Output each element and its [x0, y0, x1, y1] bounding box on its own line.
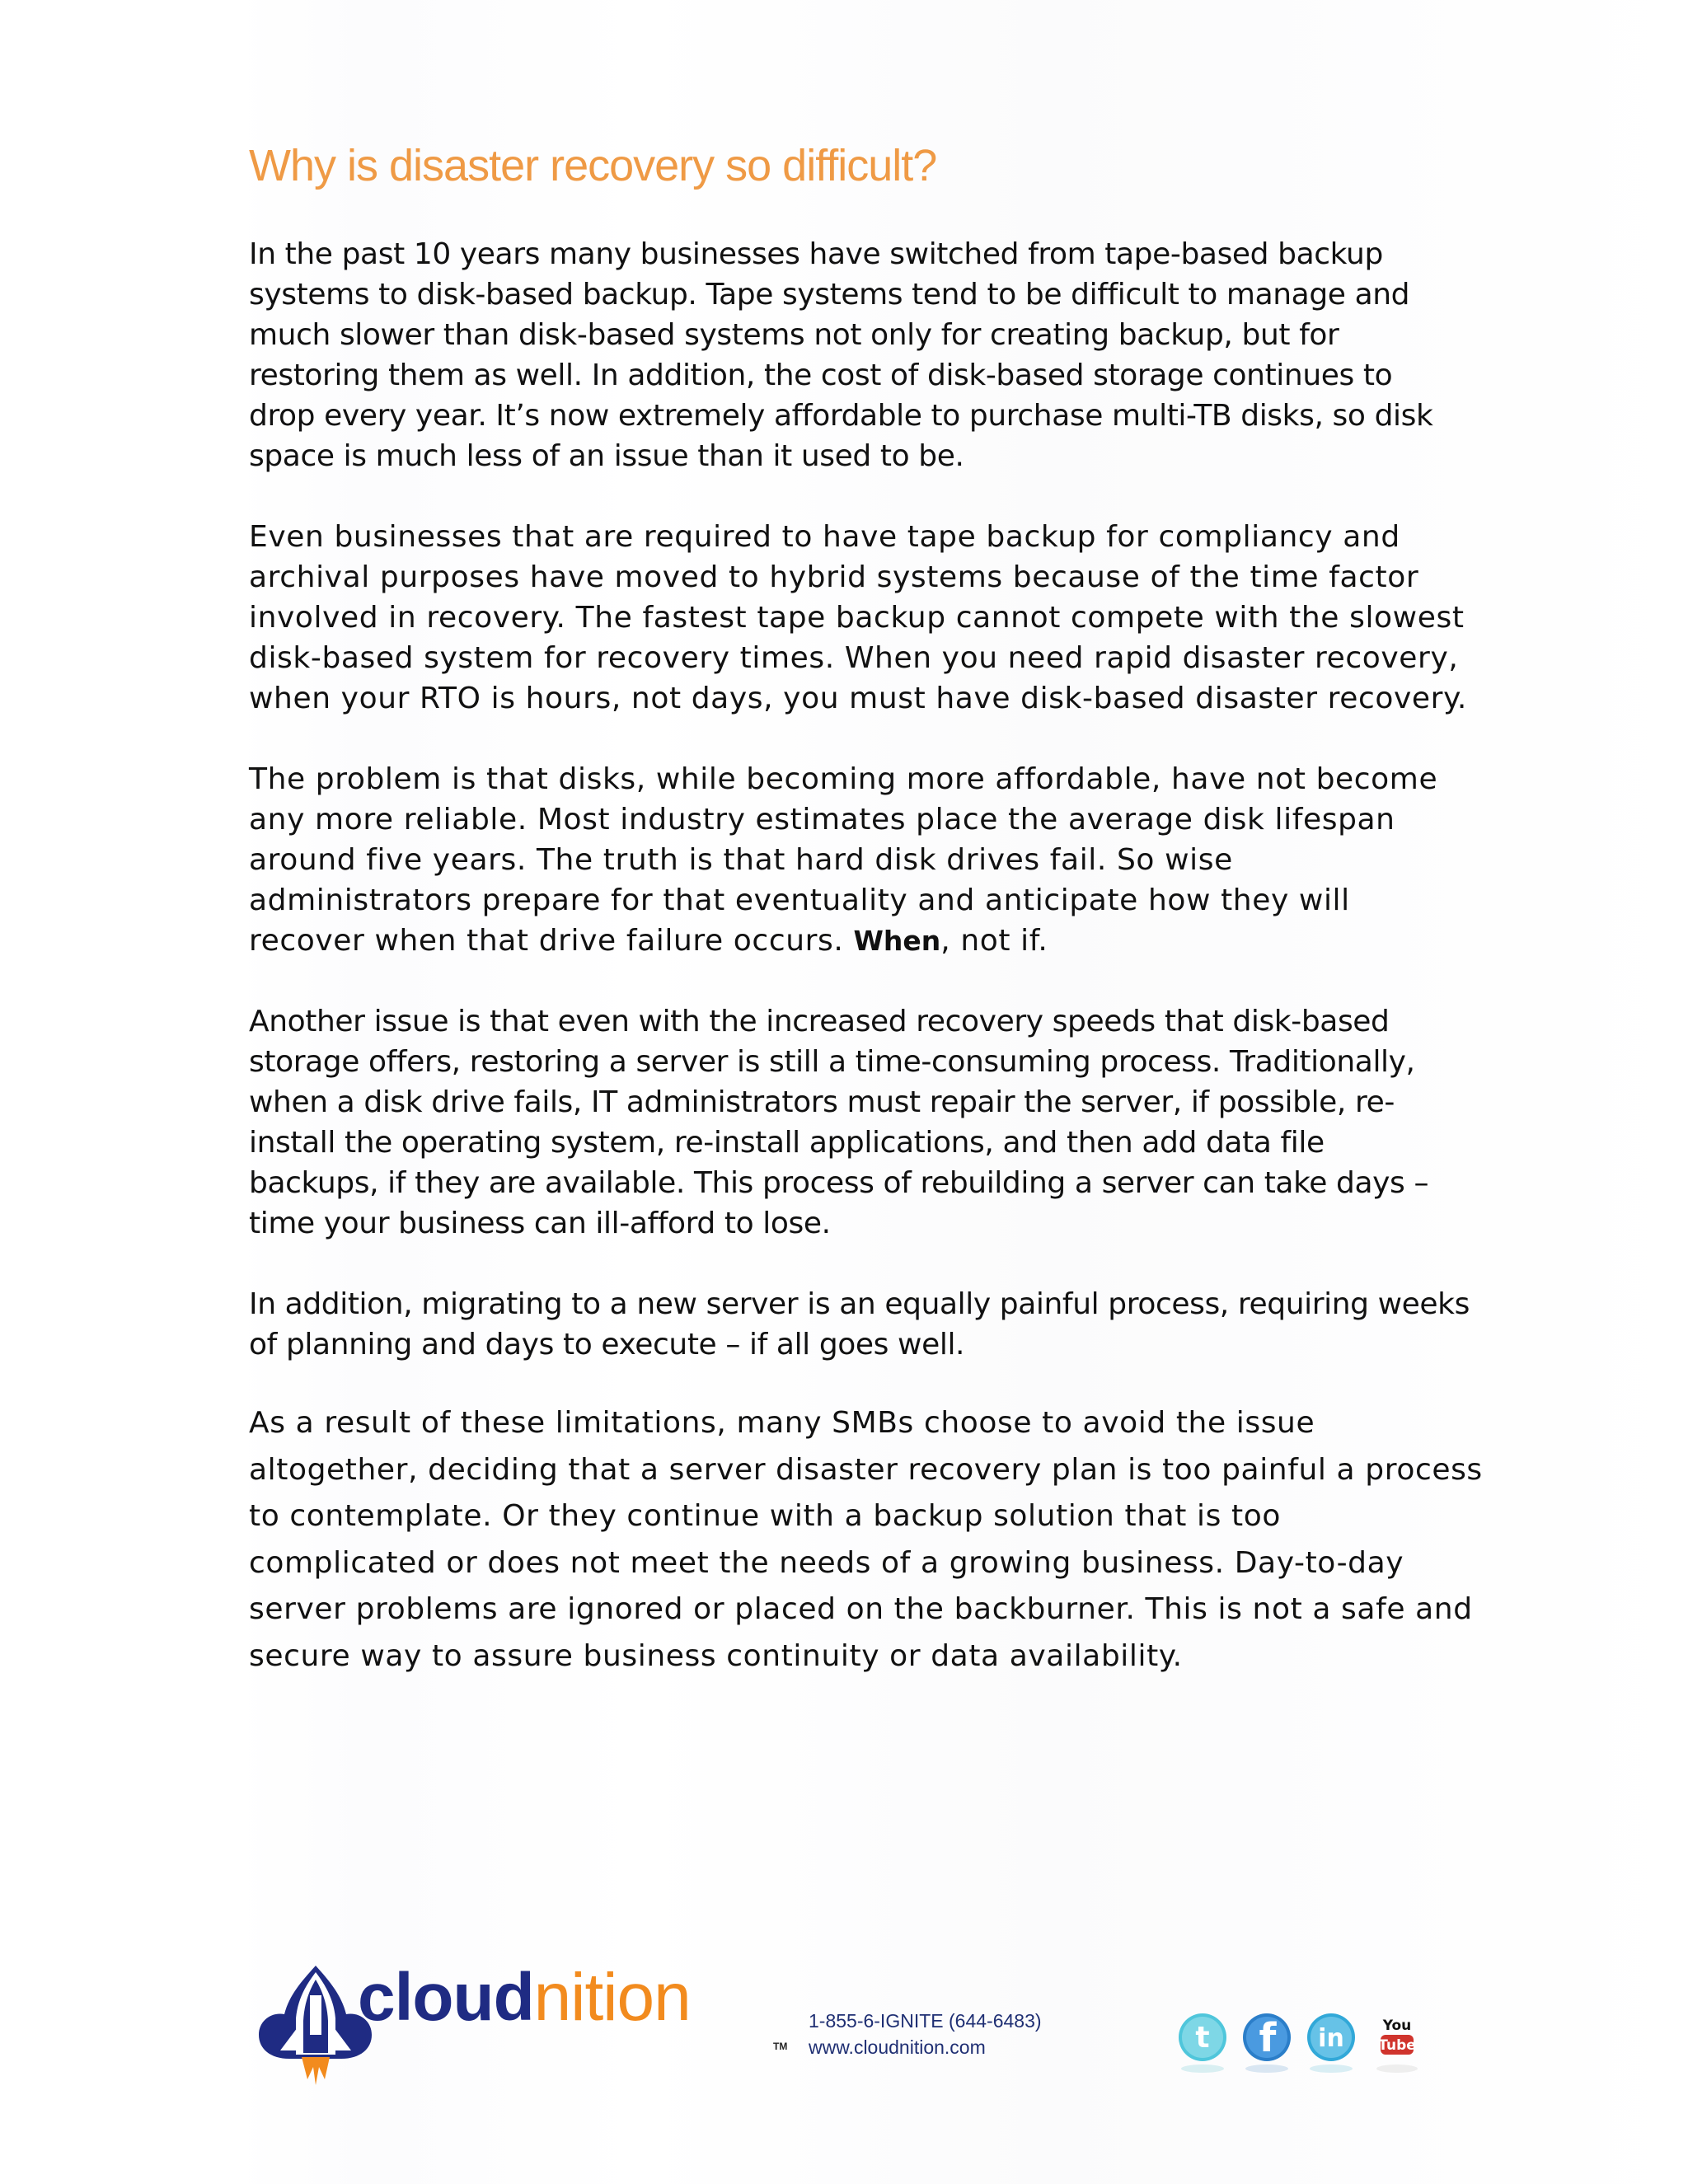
paragraph-line: complicated or does not meet the needs of a growing business. Day-to-day: [249, 1545, 1404, 1580]
paragraph-line: restoring them as well. In addition, the cost of disk-based storage continues to: [249, 359, 1393, 392]
emphasized-word: When: [853, 925, 941, 957]
linkedin-icon[interactable]: [1303, 2009, 1359, 2075]
paragraph-line: space is much less of an issue than it used to be.: [249, 439, 964, 473]
paragraph-line: disk-based system for recovery times. When you need rapid disaster recovery,: [249, 641, 1459, 675]
paragraph-line: drop every year. It’s now extremely affordable to purchase multi-TB disks, so disk: [249, 399, 1433, 433]
article-content: [249, 138, 1483, 1720]
facebook-icon[interactable]: [1239, 2009, 1295, 2075]
phone-number: 1-855-6-IGNITE (644-6483): [809, 2010, 1042, 2032]
paragraph-line: altogether, deciding that a server disaster recovery plan is too painful a process: [249, 1452, 1483, 1487]
logo-cloud-text: cloud: [358, 1960, 534, 2035]
paragraph-line: much slower than disk-based systems not only for creating backup, but for: [249, 318, 1339, 352]
twitter-icon[interactable]: [1175, 2009, 1231, 2075]
paragraph-line: As a result of these limitations, many SMBs choose to avoid the issue: [249, 1406, 1315, 1440]
youtube-icon: [1369, 2009, 1425, 2075]
contact-info: [809, 2008, 1072, 2060]
twitter-icon: [1175, 2009, 1231, 2075]
youtube-icon[interactable]: [1369, 2009, 1425, 2075]
paragraph-line: around five years. The truth is that hard disk drives fail. So wise: [249, 843, 1233, 877]
website-link[interactable]: www.cloudnition.com: [809, 2036, 986, 2058]
paragraph-line: of planning and days to execute – if all goes well.: [249, 1328, 965, 1361]
paragraph-line-suffix: , not if.: [940, 924, 1048, 958]
paragraph-line-with-emphasis: [249, 921, 1444, 961]
page-title: Why is disaster recovery so difficult?: [249, 141, 937, 190]
svg-text:t: t: [1195, 2021, 1210, 2055]
paragraph-line: any more reliable. Most industry estimates place the average disk lifespan: [249, 803, 1395, 837]
paragraph-line: In addition, migrating to a new server is an equally painful process, requiring weeks: [249, 1287, 1470, 1321]
paragraph-line: to contemplate. Or they continue with a backup solution that is too: [249, 1499, 1282, 1533]
paragraph-line: when a disk drive fails, IT administrators must repair the server, if possible, re-: [249, 1085, 1395, 1119]
svg-text:f: f: [1259, 2015, 1277, 2061]
paragraph-line-prefix: recover when that drive failure occurs.: [249, 924, 854, 958]
facebook-icon: [1239, 2009, 1295, 2075]
linkedin-icon: [1303, 2009, 1359, 2075]
paragraph-limitations: [249, 1400, 1483, 1680]
logo-wordmark: [358, 1958, 691, 2037]
paragraph-line: administrators prepare for that eventuality and anticipate how they will: [249, 883, 1350, 917]
paragraph-line: install the operating system, re-install applications, and then add data file: [249, 1126, 1325, 1160]
paragraph-line: time your business can ill-afford to lose.: [249, 1207, 831, 1240]
paragraph-disk-failure: [249, 759, 1444, 961]
paragraph-line: storage offers, restoring a server is still a time-consuming process. Traditionally,: [249, 1045, 1415, 1079]
paragraph-line: when your RTO is hours, not days, you must have disk-based disaster recovery.: [249, 682, 1467, 715]
paragraph-line: systems to disk-based backup. Tape systems tend to be difficult to manage and: [249, 278, 1410, 312]
paragraph-hybrid-systems: [249, 517, 1467, 719]
paragraph-restore-process: [249, 1001, 1444, 1244]
trademark-symbol: TM: [773, 2041, 788, 2052]
paragraph-line: In the past 10 years many businesses have switched from tape-based backup: [249, 237, 1383, 271]
paragraph-line: secure way to assure business continuity or data availability.: [249, 1638, 1183, 1673]
paragraph-line: Another issue is that even with the increased recovery speeds that disk-based: [249, 1005, 1390, 1038]
paragraph-line: involved in recovery. The fastest tape backup cannot compete with the slowest: [249, 601, 1465, 635]
logo-nition-text: nition: [533, 1960, 691, 2035]
svg-text:in: in: [1318, 2024, 1344, 2053]
paragraph-tape-to-disk: [249, 234, 1444, 476]
paragraph-migration: [249, 1284, 1470, 1365]
paragraph-line: Even businesses that are required to have tape backup for compliancy and: [249, 520, 1400, 554]
paragraph-line: server problems are ignored or placed on the backburner. This is not a safe and: [249, 1592, 1473, 1626]
svg-text:You: You: [1382, 2018, 1412, 2034]
paragraph-line: archival purposes have moved to hybrid systems because of the time factor: [249, 560, 1419, 594]
cloudnition-logo: [252, 1955, 788, 2087]
paragraph-line: backups, if they are available. This process of rebuilding a server can take days –: [249, 1166, 1429, 1200]
svg-text:Tube: Tube: [1378, 2037, 1416, 2054]
paragraph-line: The problem is that disks, while becoming more affordable, have not become: [249, 762, 1438, 796]
